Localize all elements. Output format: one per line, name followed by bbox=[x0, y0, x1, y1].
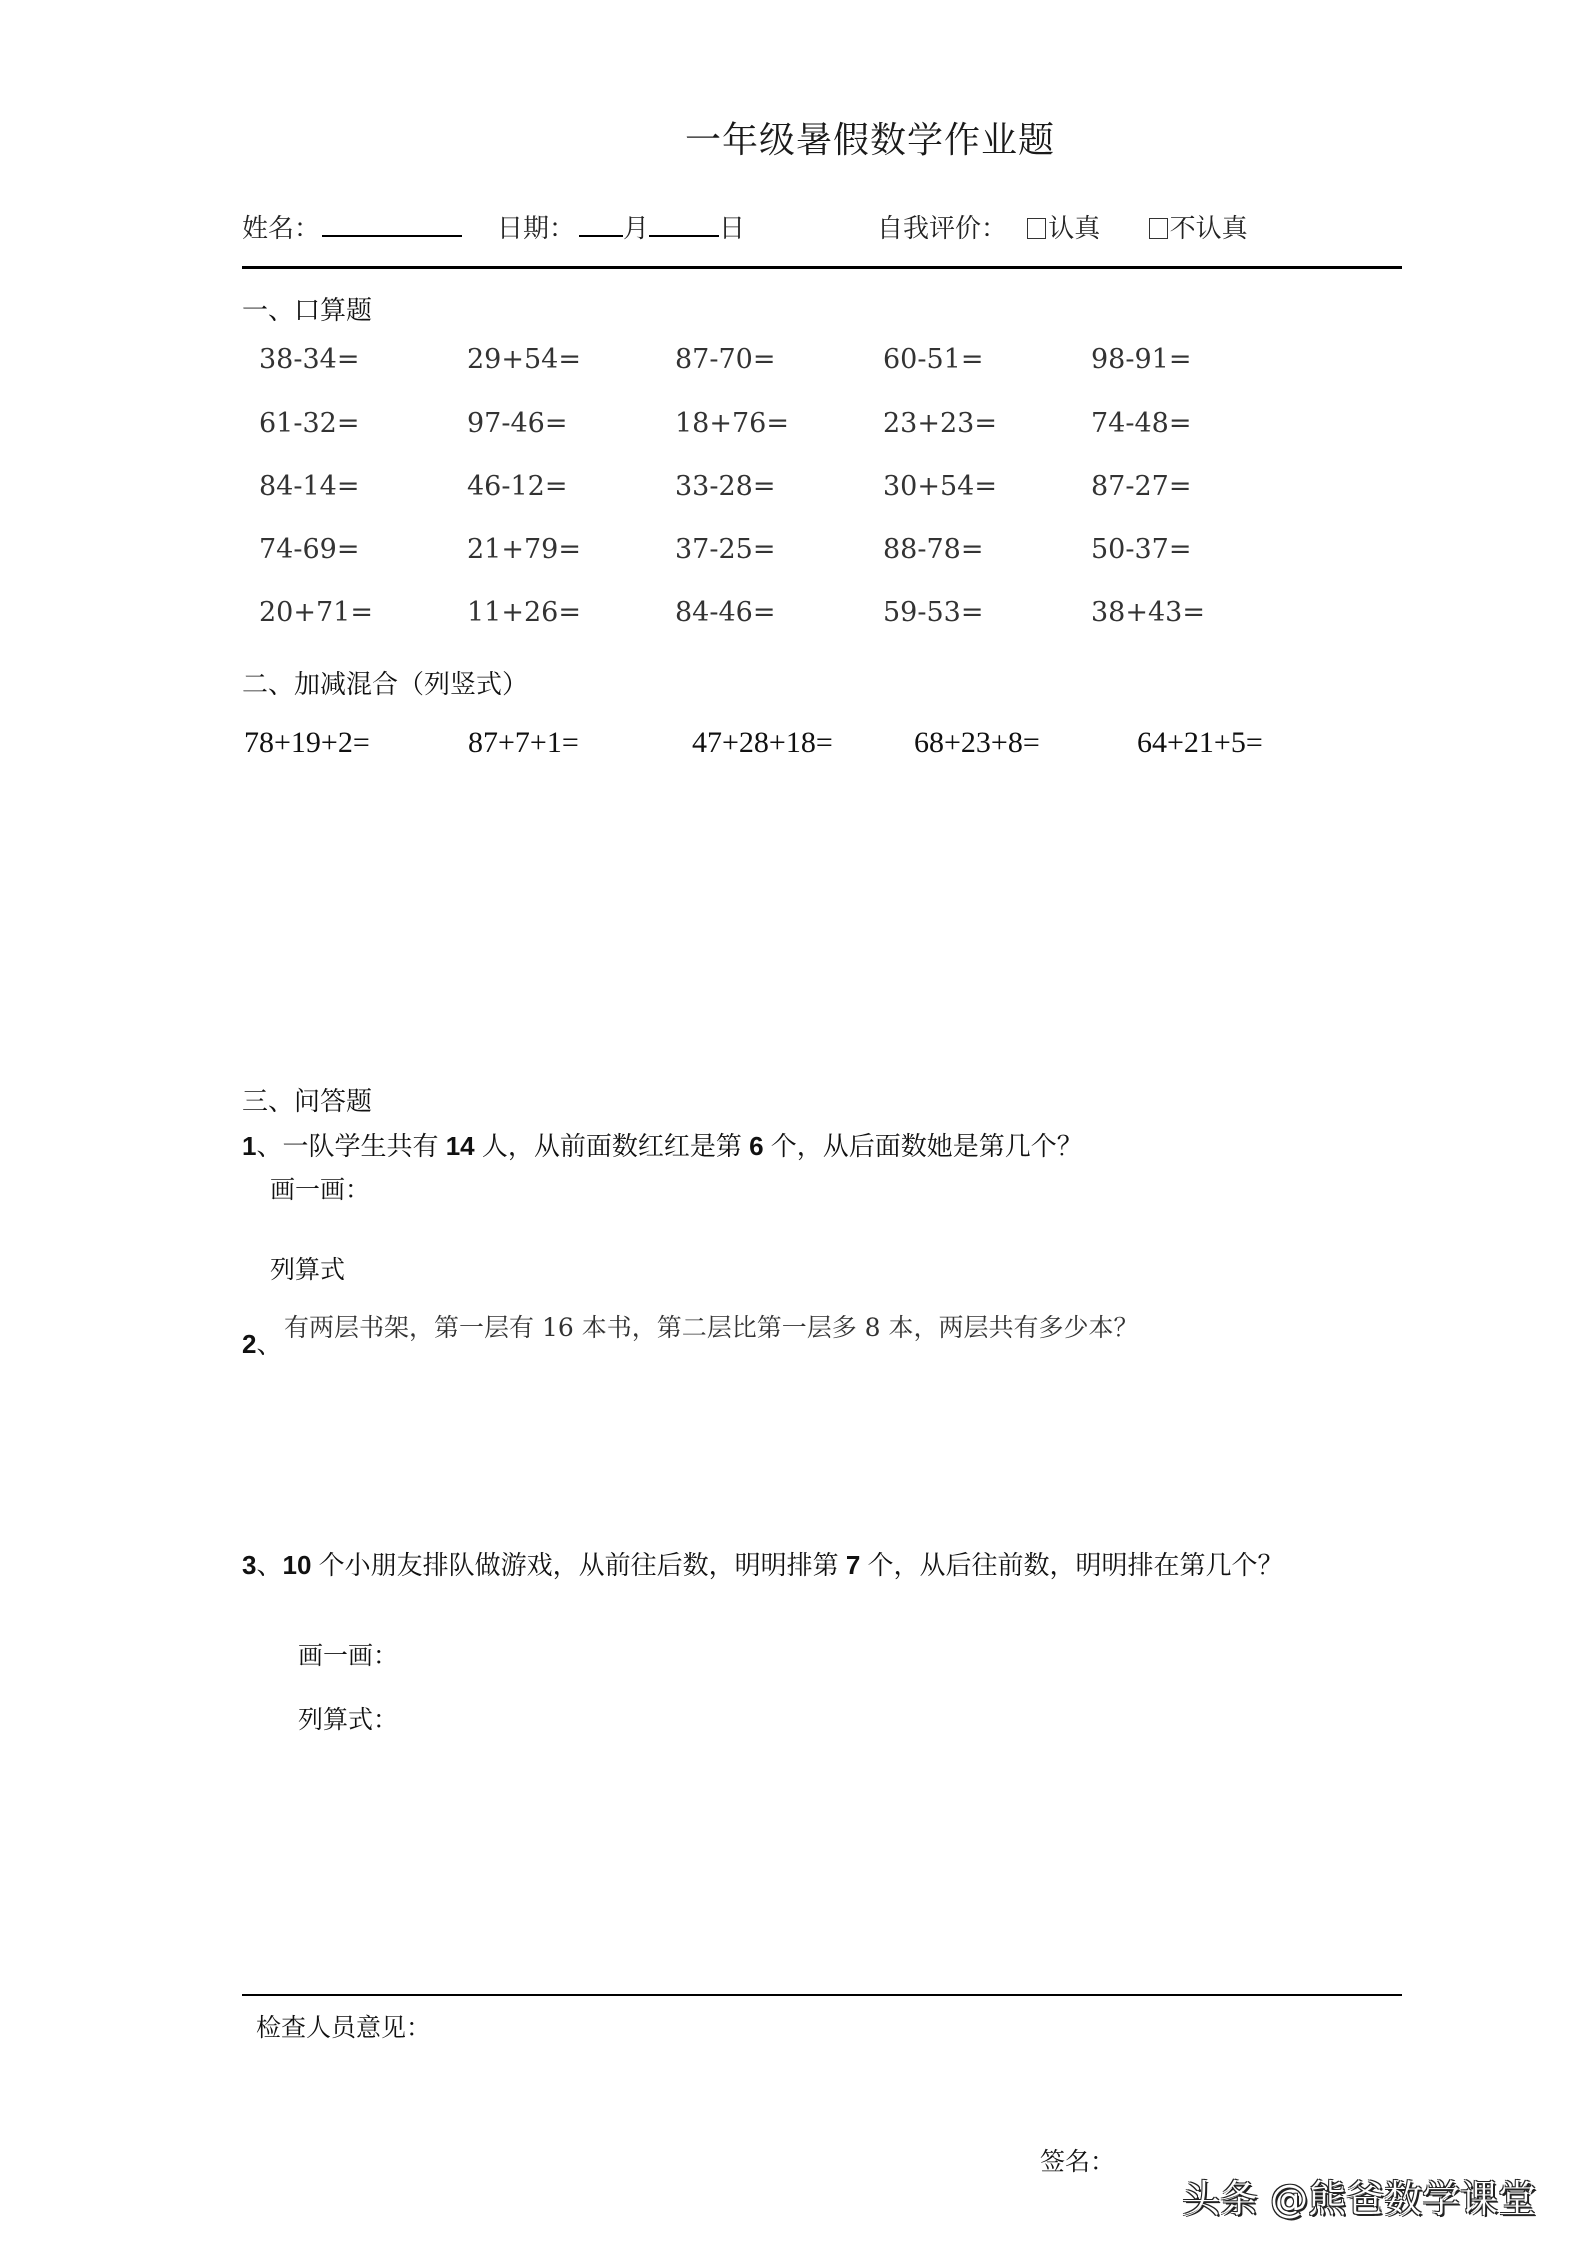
month-blank[interactable] bbox=[579, 209, 623, 237]
watermark: 头条 @熊爸数学课堂 bbox=[1182, 2177, 1537, 2221]
oral-item: 23+23= bbox=[883, 408, 997, 439]
oral-item: 59-53= bbox=[883, 597, 984, 628]
option-serious[interactable]: 认真 bbox=[1027, 214, 1100, 244]
oral-item: 21+79= bbox=[467, 534, 581, 565]
oral-item: 87-27= bbox=[1091, 471, 1192, 502]
mixed-item: 87+7+1= bbox=[468, 726, 579, 759]
signature-label: 签名： bbox=[1040, 2147, 1116, 2176]
self-eval-label: 自我评价： bbox=[877, 214, 1008, 244]
q1-formula-label: 列算式 bbox=[270, 1255, 346, 1284]
oral-item: 18+76= bbox=[675, 408, 789, 439]
oral-item: 74-48= bbox=[1091, 408, 1192, 439]
oral-item: 97-46= bbox=[467, 408, 568, 439]
checkbox-icon[interactable] bbox=[1149, 218, 1168, 239]
option-not-serious[interactable]: 不认真 bbox=[1149, 214, 1248, 244]
checkbox-icon[interactable] bbox=[1027, 218, 1046, 239]
oral-item: 87-70= bbox=[675, 344, 776, 375]
oral-item: 60-51= bbox=[883, 344, 984, 375]
oral-item: 38-34= bbox=[259, 344, 360, 375]
oral-item: 11+26= bbox=[467, 597, 581, 628]
mixed-item: 64+21+5= bbox=[1137, 726, 1263, 759]
mixed-item: 68+23+8= bbox=[914, 726, 1040, 759]
day-blank[interactable] bbox=[649, 209, 719, 237]
day-label: 日 bbox=[719, 214, 746, 244]
q3-formula-label: 列算式： bbox=[298, 1705, 399, 1734]
mixed-item: 78+19+2= bbox=[244, 726, 370, 759]
oral-item: 88-78= bbox=[883, 534, 984, 565]
q3-draw-label: 画一画： bbox=[298, 1641, 399, 1670]
section1-heading: 一、口算题 bbox=[242, 296, 373, 326]
name-label: 姓名： bbox=[242, 214, 321, 244]
oral-item: 38+43= bbox=[1091, 597, 1205, 628]
oral-item: 74-69= bbox=[259, 534, 360, 565]
header-divider bbox=[242, 266, 1402, 269]
month-label: 月 bbox=[623, 214, 650, 244]
section3-heading: 三、问答题 bbox=[242, 1087, 373, 1117]
oral-item: 84-14= bbox=[259, 471, 360, 502]
oral-item: 29+54= bbox=[467, 344, 581, 375]
date-field-group bbox=[497, 208, 745, 245]
oral-item: 33-28= bbox=[675, 471, 776, 502]
section2-heading: 二、加减混合（列竖式） bbox=[242, 670, 529, 700]
name-blank[interactable] bbox=[322, 209, 462, 237]
footer-divider bbox=[242, 1994, 1402, 1996]
oral-item: 61-32= bbox=[259, 408, 360, 439]
oral-item: 20+71= bbox=[259, 597, 373, 628]
date-label: 日期： bbox=[497, 214, 576, 244]
question-1: 1、一队学生共有 14 人，从前面数红红是第 6 个，从后面数她是第几个？ bbox=[242, 1131, 1083, 1161]
reviewer-comment-label: 检查人员意见： bbox=[256, 2013, 432, 2042]
worksheet-title: 一年级暑假数学作业题 bbox=[684, 120, 1055, 161]
name-field-group bbox=[242, 208, 462, 245]
self-eval-group bbox=[877, 208, 1248, 245]
oral-item: 84-46= bbox=[675, 597, 776, 628]
oral-item: 30+54= bbox=[883, 471, 997, 502]
mixed-item: 47+28+18= bbox=[692, 726, 833, 759]
q1-draw-label: 画一画： bbox=[270, 1175, 371, 1204]
oral-item: 50-37= bbox=[1091, 534, 1192, 565]
question-3: 3、10 个小朋友排队做游戏，从前往后数，明明排第 7 个，从后往前数，明明排在第几个？ bbox=[242, 1550, 1284, 1580]
oral-item: 98-91= bbox=[1091, 344, 1192, 375]
oral-item: 37-25= bbox=[675, 534, 776, 565]
question-2-text: 有两层书架，第一层有 16 本书，第二层比第一层多 8 本，两层共有多少本？ bbox=[284, 1313, 1139, 1342]
oral-item: 46-12= bbox=[467, 471, 568, 502]
